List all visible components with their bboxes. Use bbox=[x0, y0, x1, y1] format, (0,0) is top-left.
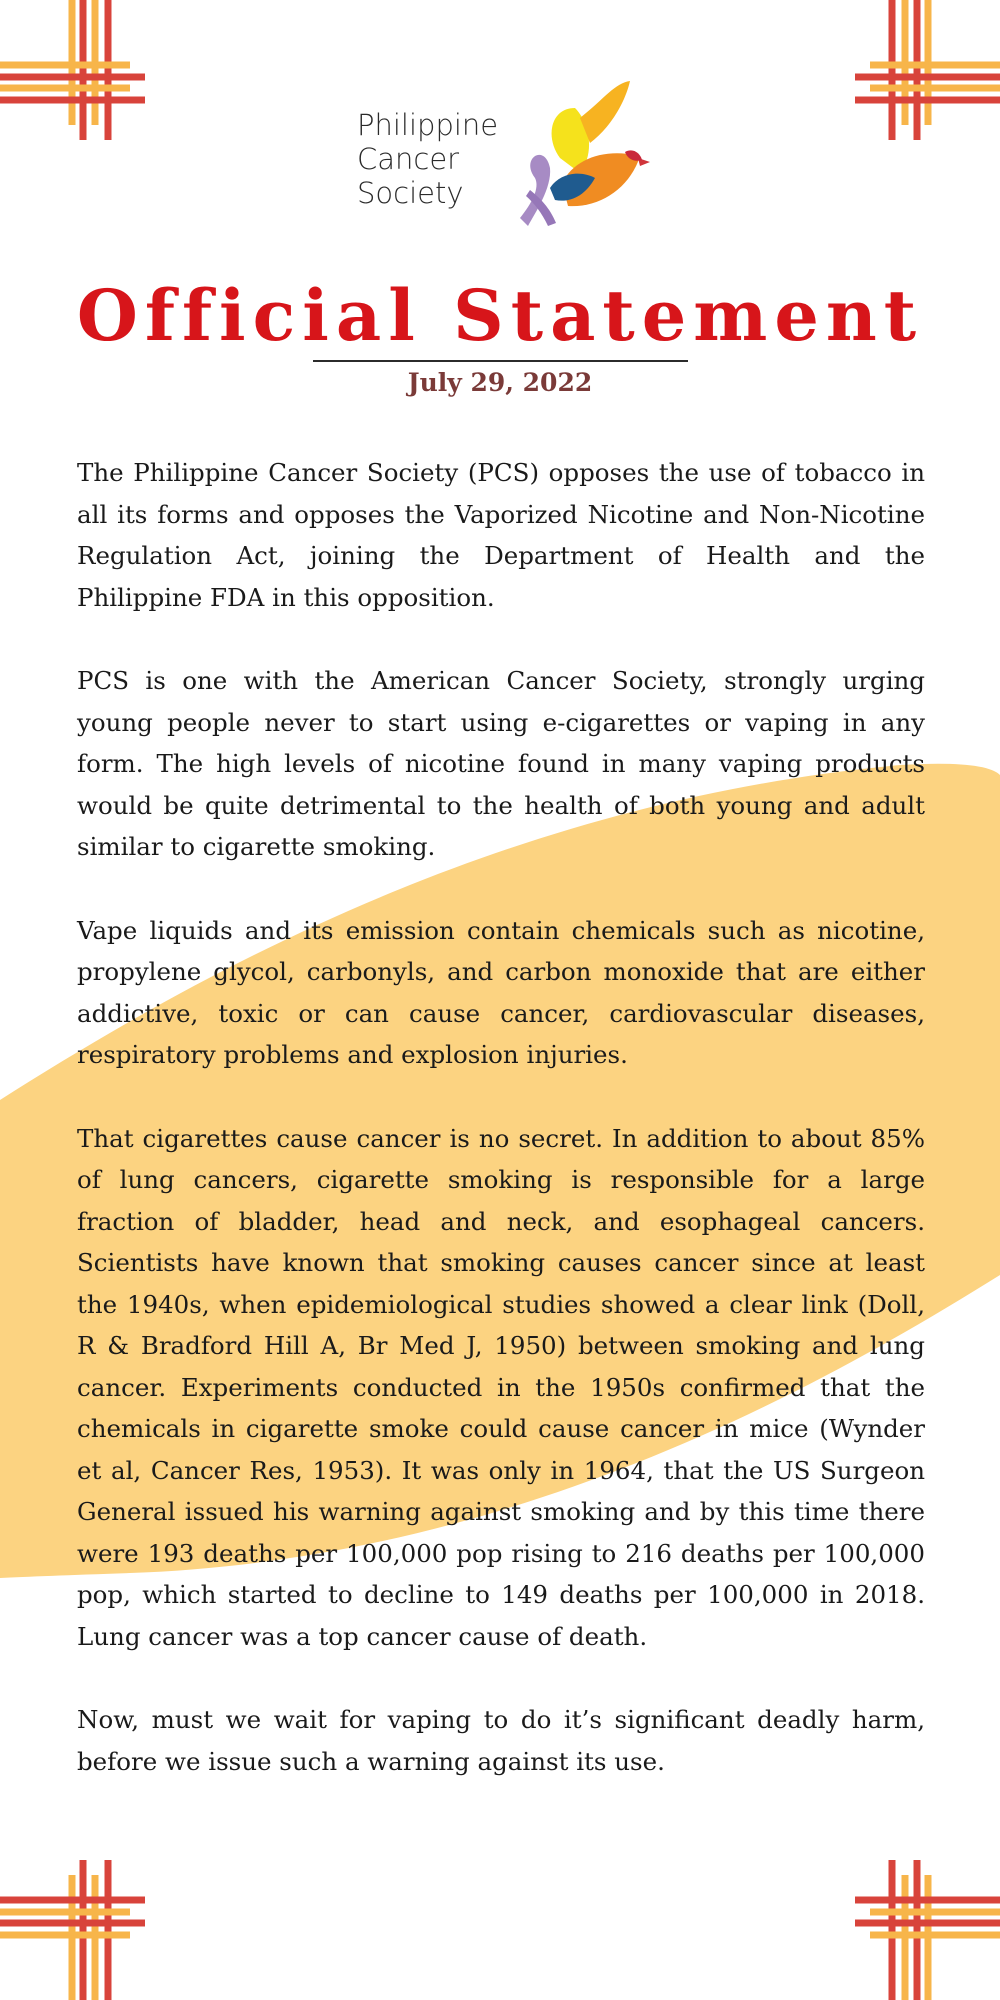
statement-body bbox=[77, 452, 925, 1824]
plaid-corner-icon bbox=[0, 0, 145, 140]
page-title: Official Statement bbox=[76, 274, 924, 357]
organization-logo bbox=[355, 78, 655, 228]
organization-name-line: Philippine bbox=[357, 108, 499, 142]
plaid-corner-icon bbox=[0, 1860, 145, 2000]
statement-date: July 29, 2022 bbox=[407, 368, 593, 397]
title-underline bbox=[313, 360, 688, 362]
organization-name bbox=[357, 108, 498, 210]
plaid-corner-icon bbox=[855, 1860, 1000, 2000]
statement-paragraph: Vape liquids and its emission contain chemicals such as nicotine, propylene glycol, carbonyls, and carbon monoxide that are either addictive, toxic or can cause cancer, cardiovascular diseases, respiratory problems and explosion injuries. bbox=[77, 915, 925, 1069]
plaid-corner-icon bbox=[855, 0, 1000, 140]
statement-paragraph: The Philippine Cancer Society (PCS) opposes the use of tobacco in all its forms and opposes the Vaporized Nicotine and Non-Nicotine Regulation Act, joining the Department of Health and the Philippine FDA in this opposition. bbox=[77, 458, 925, 612]
statement-paragraph: That cigarettes cause cancer is no secret. In addition to about 85% of lung cancers, cigarette smoking is responsible for a large fraction of bladder, head and neck, and esophageal cancers. Scientists have known that smoking causes cancer since at least the 1940s, when epidemiological studies showed a clear link (Doll, R & Bradford Hill A, Br Med J, 1950) between smoking and lung cancer. Experiments conducted in the 1950s confirmed that the chemicals in cigarette smoke could cause cancer in mice (Wynder et al, Cancer Res, 1953). It was only in 1964, that the US Surgeon General issued his warning against smoking and by this time there were 193 deaths per 100,000 pop rising to 216 deaths per 100,000 pop, which started to decline to 149 deaths per 100,000 in 2018. Lung cancer was a top cancer cause of death. bbox=[77, 1123, 925, 1651]
statement-paragraph: PCS is one with the American Cancer Society, strongly urging young people never to start using e-cigarettes or vaping in any form. The high levels of nicotine found in many vaping products would be quite detrimental to the health of both young and adult similar to cigarette smoking. bbox=[77, 666, 925, 861]
organization-name-line: Cancer bbox=[357, 142, 460, 176]
dove-ribbon-logo bbox=[490, 78, 650, 228]
statement-paragraph: Now, must we wait for vaping to do it’s significant deadly harm, before we issue such a warning against its use. bbox=[77, 1705, 925, 1776]
organization-name-line: Society bbox=[357, 176, 464, 210]
